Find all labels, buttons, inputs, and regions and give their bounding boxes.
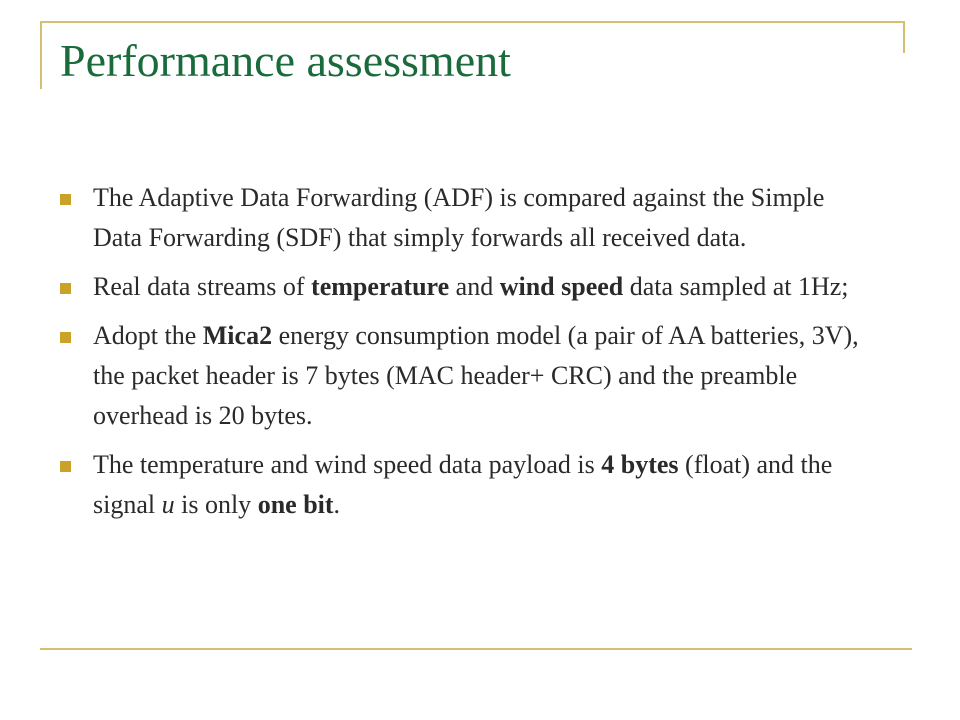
- square-bullet-icon: [60, 283, 71, 294]
- frame-bottom-line: [40, 648, 912, 650]
- slide-title: Performance assessment: [60, 35, 511, 86]
- square-bullet-icon: [60, 461, 71, 472]
- frame-right-line: [903, 21, 905, 53]
- bullet-item: Adopt the Mica2 energy consumption model (a pair of AA batteries, 3V), the packet header is 7 bytes (MAC header+ CRC) and the preamble overhead is 20 bytes.: [60, 316, 880, 436]
- frame-left-line: [40, 21, 42, 89]
- frame-top-line: [40, 21, 905, 23]
- bullet-list: [60, 178, 880, 534]
- bullet-item: The Adaptive Data Forwarding (ADF) is compared against the Simple Data Forwarding (SDF) that simply forwards all received data.: [60, 178, 880, 258]
- square-bullet-icon: [60, 194, 71, 205]
- bullet-item: The temperature and wind speed data payload is 4 bytes (float) and the signal u is only one bit.: [60, 445, 880, 525]
- bullet-item: Real data streams of temperature and wind speed data sampled at 1Hz;: [60, 267, 880, 307]
- square-bullet-icon: [60, 332, 71, 343]
